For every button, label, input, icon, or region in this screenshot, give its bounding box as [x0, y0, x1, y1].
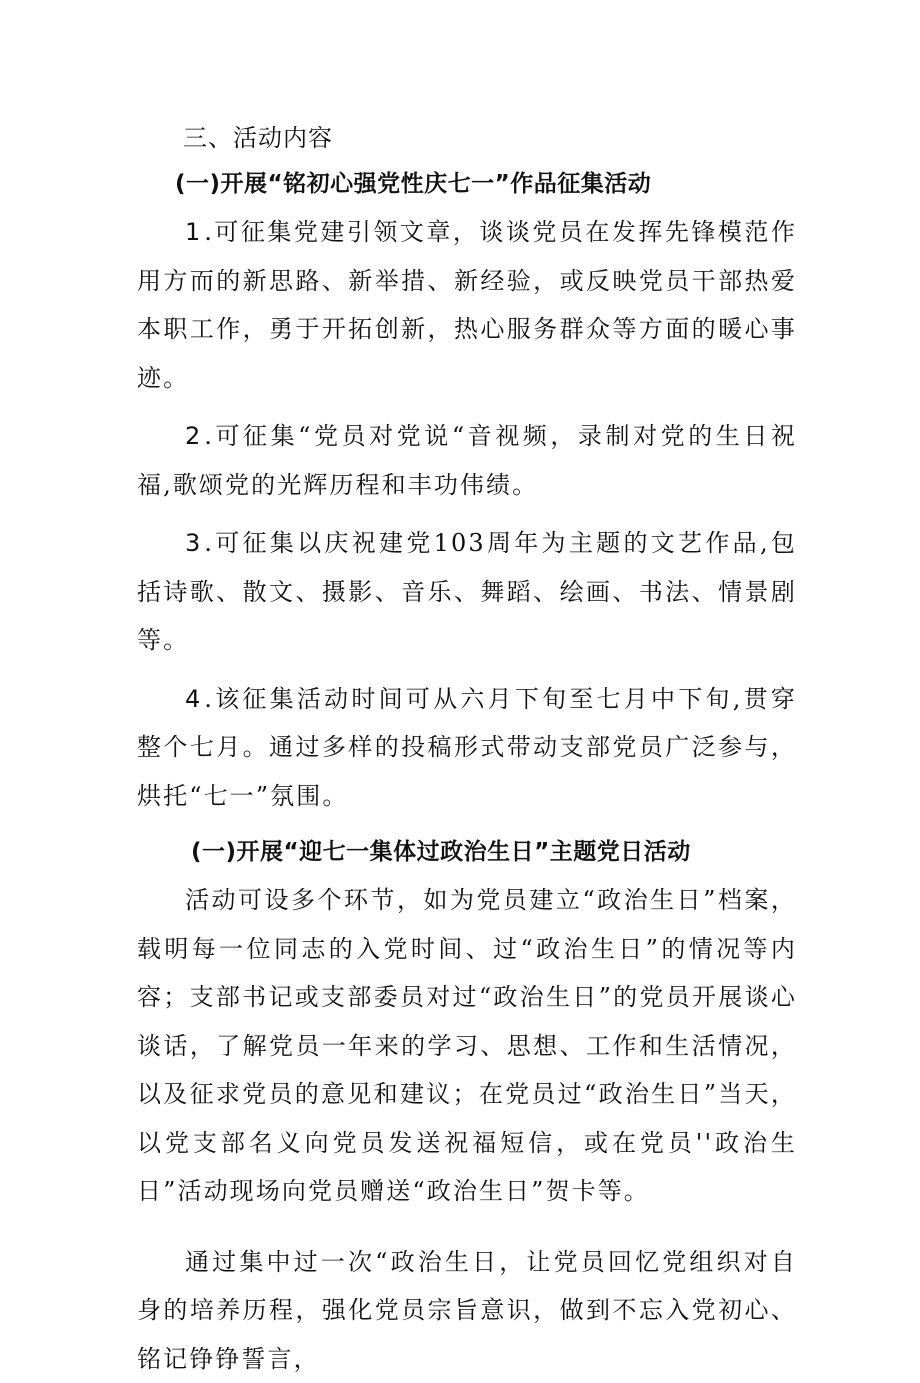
section-heading: 三、活动内容 — [137, 116, 797, 160]
activity-2-paragraph-2: 通过集中过一次“政治生日，让党员回忆党组织对自身的培养历程，强化党员宗旨意识，做到不忘入党初心、铭记铮铮誓言， — [137, 1238, 797, 1383]
item-number: 3 — [185, 529, 204, 557]
item-text: .该征集活动时间可从六月下旬至七月中下旬,贯穿整个七月。通过多样的投稿形式带动支部党员广泛参与，烘托“七一”氛围。 — [137, 685, 797, 810]
item-text: .可征集以庆祝建党103周年为主题的文艺作品,包括诗歌、散文、摄影、音乐、舞蹈、绘画、书法、情景剧等。 — [137, 529, 797, 654]
item-text: .可征集“党员对党说“音视频，录制对党的生日祝福,歌颂党的光辉历程和丰功伟绩。 — [137, 422, 797, 499]
item-number: 2 — [185, 422, 204, 450]
item-text: .可征集党建引领文章，谈谈党员在发挥先锋模范作用方而的新思路、新举措、新经验，或反映党员干部热爱本职工作，勇于开拓创新，热心服务群众等方面的暖心事迹。 — [137, 218, 797, 392]
activity-2-heading: (一)开展“迎七一集体过政治生日”主题党日活动 — [137, 828, 797, 876]
activity-1-item-1 — [137, 208, 797, 402]
activity-1-item-2 — [137, 412, 797, 509]
document-body — [137, 116, 797, 1383]
activity-2-paragraph-1: 活动可设多个环节，如为党员建立“政治生日”档案，载明每一位同志的入党时间、过“政治生日”的情况等内容；支部书记或支部委员对过“政治生日”的党员开展谈心谈话，了解党员一年来的学习、思想、工作和生活情况，以及征求党员的意见和建议；在党员过“政治生日”当天，以党支部名义向党员发送祝福短信，或在党员''政治生日”活动现场向党员赠送“政治生日”贺卡等。 — [137, 876, 797, 1216]
activity-1-item-3 — [137, 519, 797, 665]
item-number: 4 — [185, 685, 204, 713]
activity-1-item-4 — [137, 675, 797, 821]
item-number: 1 — [185, 218, 204, 246]
activity-1-heading: (一)开展“铭初心强党性庆七一”作品征集活动 — [137, 160, 797, 208]
